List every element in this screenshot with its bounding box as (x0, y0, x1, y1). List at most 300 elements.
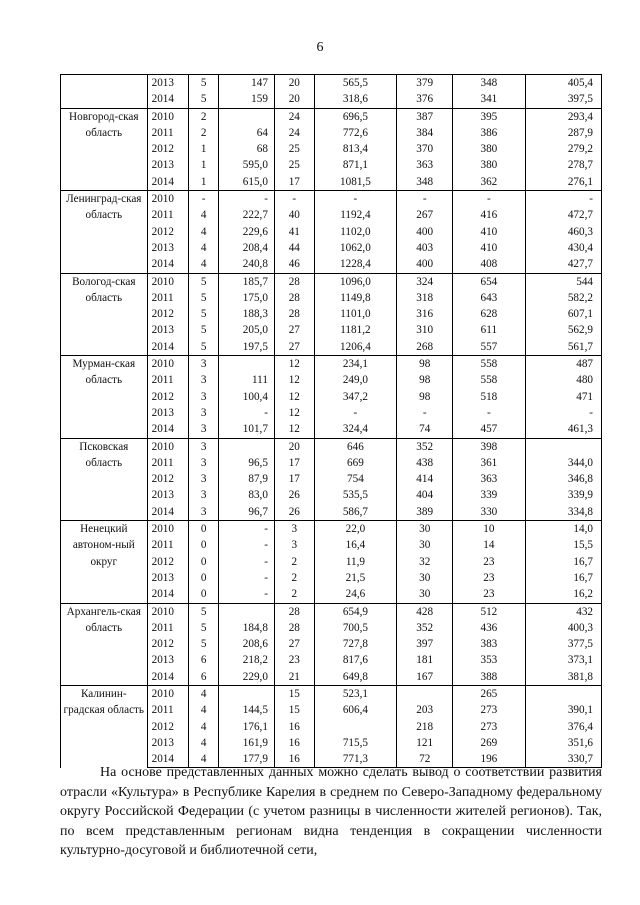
value-cell: 1228,4 (314, 256, 397, 273)
value-cell: 428 (397, 603, 453, 620)
value-cell: 606,4 (314, 702, 397, 718)
value-cell: 2 (274, 554, 314, 570)
value-cell: 26 (274, 487, 314, 503)
value-cell: 15 (274, 685, 314, 702)
value-cell: 208,4 (218, 240, 274, 256)
value-cell: 4 (189, 719, 219, 735)
value-cell: 351,6 (525, 735, 601, 751)
value-cell: 25 (274, 141, 314, 157)
year-cell: 2011 (147, 125, 189, 141)
value-cell: 12 (274, 356, 314, 373)
value-cell: 5 (189, 603, 219, 620)
year-cell: 2010 (147, 603, 189, 620)
regional-statistics-table (60, 74, 602, 768)
value-cell: 28 (274, 620, 314, 636)
value-cell: 318,6 (314, 91, 397, 108)
value-cell: 611 (453, 322, 525, 338)
table-row (61, 273, 602, 290)
value-cell: 379 (397, 75, 453, 92)
value-cell: 121 (397, 735, 453, 751)
value-cell: 0 (189, 554, 219, 570)
region-name-cell: Архангель-ская область (61, 603, 148, 685)
value-cell: 310 (397, 322, 453, 338)
value-cell: 23 (453, 570, 525, 586)
year-cell: 2014 (147, 91, 189, 108)
value-cell: 512 (453, 603, 525, 620)
value-cell: 1101,0 (314, 306, 397, 322)
value-cell: 771,3 (314, 751, 397, 768)
value-cell: 159 (218, 91, 274, 108)
value-cell: 273 (453, 702, 525, 718)
value-cell: 21,5 (314, 570, 397, 586)
value-cell: 4 (189, 256, 219, 273)
value-cell: 147 (218, 75, 274, 92)
value-cell: 3 (189, 372, 219, 388)
value-cell: 30 (397, 586, 453, 603)
value-cell: 12 (274, 389, 314, 405)
value-cell: 565,5 (314, 75, 397, 92)
value-cell: 16 (274, 735, 314, 751)
value-cell: 376 (397, 91, 453, 108)
value-cell: 3 (189, 504, 219, 521)
value-cell: 276,1 (525, 174, 601, 191)
value-cell: 278,7 (525, 157, 601, 173)
value-cell: 5 (189, 75, 219, 92)
value-cell: 1149,8 (314, 290, 397, 306)
value-cell: 3 (189, 438, 219, 455)
region-name-cell: Мурман-ская область (61, 356, 148, 438)
value-cell: 346,8 (525, 471, 601, 487)
value-cell: 813,4 (314, 141, 397, 157)
value-cell: 561,7 (525, 339, 601, 356)
value-cell: 461,3 (525, 421, 601, 438)
value-cell: 408 (453, 256, 525, 273)
year-cell: 2011 (147, 455, 189, 471)
value-cell: 696,5 (314, 108, 397, 125)
year-cell: 2010 (147, 438, 189, 455)
value-cell: 0 (189, 586, 219, 603)
value-cell: 460,3 (525, 224, 601, 240)
value-cell: 0 (189, 570, 219, 586)
value-cell (314, 719, 397, 735)
value-cell: 0 (189, 537, 219, 553)
value-cell: 3 (189, 421, 219, 438)
year-cell: 2014 (147, 586, 189, 603)
table-row (61, 438, 602, 455)
value-cell: 87,9 (218, 471, 274, 487)
value-cell: - (274, 191, 314, 208)
year-cell: 2013 (147, 487, 189, 503)
value-cell: 649,8 (314, 669, 397, 686)
value-cell: - (525, 405, 601, 421)
value-cell: 390,1 (525, 702, 601, 718)
value-cell: 348 (397, 174, 453, 191)
value-cell: 98 (397, 372, 453, 388)
value-cell: 4 (189, 240, 219, 256)
value-cell: - (525, 191, 601, 208)
value-cell: 518 (453, 389, 525, 405)
value-cell: 98 (397, 389, 453, 405)
year-cell: 2013 (147, 570, 189, 586)
value-cell: 871,1 (314, 157, 397, 173)
table-row (61, 191, 602, 208)
value-cell: 267 (397, 207, 453, 223)
value-cell: 30 (397, 537, 453, 553)
value-cell: 715,5 (314, 735, 397, 751)
value-cell: 457 (453, 421, 525, 438)
value-cell: - (218, 521, 274, 538)
value-cell: 46 (274, 256, 314, 273)
value-cell: 14 (453, 537, 525, 553)
value-cell: 344,0 (525, 455, 601, 471)
value-cell: 98 (397, 356, 453, 373)
value-cell: 44 (274, 240, 314, 256)
value-cell: 817,6 (314, 652, 397, 668)
value-cell: - (218, 586, 274, 603)
year-cell: 2012 (147, 224, 189, 240)
value-cell: 669 (314, 455, 397, 471)
value-cell: 410 (453, 224, 525, 240)
value-cell: 15,5 (525, 537, 601, 553)
value-cell: 2 (274, 570, 314, 586)
value-cell: 582,2 (525, 290, 601, 306)
value-cell: 772,6 (314, 125, 397, 141)
value-cell: 1 (189, 157, 219, 173)
value-cell: 395 (453, 108, 525, 125)
value-cell: 472,7 (525, 207, 601, 223)
value-cell: 370 (397, 141, 453, 157)
value-cell (218, 356, 274, 373)
year-cell: 2013 (147, 75, 189, 92)
value-cell: 28 (274, 290, 314, 306)
value-cell: 595,0 (218, 157, 274, 173)
year-cell: 2013 (147, 735, 189, 751)
value-cell: 269 (453, 735, 525, 751)
value-cell: 249,0 (314, 372, 397, 388)
value-cell: 352 (397, 438, 453, 455)
value-cell: 17 (274, 455, 314, 471)
value-cell: 316 (397, 306, 453, 322)
value-cell: 438 (397, 455, 453, 471)
value-cell: 727,8 (314, 636, 397, 652)
value-cell: 196 (453, 751, 525, 768)
value-cell: 535,5 (314, 487, 397, 503)
value-cell: 64 (218, 125, 274, 141)
year-cell: 2013 (147, 157, 189, 173)
value-cell: 30 (397, 570, 453, 586)
value-cell: - (189, 191, 219, 208)
year-cell: 2012 (147, 389, 189, 405)
year-cell: 2012 (147, 306, 189, 322)
value-cell: 30 (397, 521, 453, 538)
value-cell: 20 (274, 75, 314, 92)
table-row (61, 685, 602, 702)
value-cell: - (314, 405, 397, 421)
value-cell: 4 (189, 702, 219, 718)
value-cell: 363 (397, 157, 453, 173)
value-cell: - (218, 405, 274, 421)
value-cell: 339 (453, 487, 525, 503)
value-cell: 404 (397, 487, 453, 503)
year-cell: 2013 (147, 405, 189, 421)
value-cell: 1096,0 (314, 273, 397, 290)
table-row (61, 75, 602, 92)
value-cell: 339,9 (525, 487, 601, 503)
value-cell: 353 (453, 652, 525, 668)
region-name-cell (61, 75, 148, 109)
value-cell: 387 (397, 108, 453, 125)
value-cell: 23 (453, 554, 525, 570)
value-cell: 218 (397, 719, 453, 735)
year-cell: 2013 (147, 240, 189, 256)
value-cell: 24,6 (314, 586, 397, 603)
value-cell: 318 (397, 290, 453, 306)
value-cell: 1062,0 (314, 240, 397, 256)
value-cell: 68 (218, 141, 274, 157)
value-cell: 4 (189, 685, 219, 702)
region-name-cell: Калинин-градская область (61, 685, 148, 767)
year-cell: 2010 (147, 685, 189, 702)
value-cell: 330,7 (525, 751, 601, 768)
region-name-cell: Ненецкий автоном-ный округ (61, 521, 148, 603)
value-cell: 32 (397, 554, 453, 570)
value-cell: 208,6 (218, 636, 274, 652)
year-cell: 2010 (147, 521, 189, 538)
year-cell: 2013 (147, 652, 189, 668)
table-row (61, 108, 602, 125)
value-cell: 3 (189, 405, 219, 421)
value-cell: 1181,2 (314, 322, 397, 338)
value-cell: 293,4 (525, 108, 601, 125)
table-row (61, 356, 602, 373)
value-cell: 27 (274, 322, 314, 338)
value-cell: 5 (189, 620, 219, 636)
value-cell: 83,0 (218, 487, 274, 503)
value-cell: 384 (397, 125, 453, 141)
year-cell: 2012 (147, 554, 189, 570)
value-cell: 167 (397, 669, 453, 686)
value-cell: 6 (189, 652, 219, 668)
year-cell: 2014 (147, 751, 189, 768)
value-cell: 74 (397, 421, 453, 438)
value-cell: 5 (189, 91, 219, 108)
value-cell (397, 685, 453, 702)
value-cell: 185,7 (218, 273, 274, 290)
value-cell: 203 (397, 702, 453, 718)
value-cell: - (218, 554, 274, 570)
year-cell: 2012 (147, 719, 189, 735)
value-cell: 101,7 (218, 421, 274, 438)
value-cell: 2 (274, 586, 314, 603)
value-cell: 471 (525, 389, 601, 405)
value-cell: 16 (274, 751, 314, 768)
year-cell: 2010 (147, 191, 189, 208)
value-cell: 416 (453, 207, 525, 223)
value-cell: 5 (189, 306, 219, 322)
value-cell (525, 438, 601, 455)
value-cell: 273 (453, 719, 525, 735)
year-cell: 2011 (147, 620, 189, 636)
page-number: 6 (316, 40, 324, 55)
value-cell: 324,4 (314, 421, 397, 438)
value-cell: 161,9 (218, 735, 274, 751)
value-cell: 363 (453, 471, 525, 487)
value-cell: 287,9 (525, 125, 601, 141)
value-cell: 14,0 (525, 521, 601, 538)
value-cell: 27 (274, 339, 314, 356)
value-cell: 24 (274, 108, 314, 125)
value-cell: 430,4 (525, 240, 601, 256)
region-name-cell: Псковская область (61, 438, 148, 520)
value-cell: 20 (274, 91, 314, 108)
value-cell: - (314, 191, 397, 208)
value-cell: 1102,0 (314, 224, 397, 240)
value-cell: 12 (274, 405, 314, 421)
value-cell: - (453, 191, 525, 208)
value-cell: - (453, 405, 525, 421)
year-cell: 2011 (147, 537, 189, 553)
value-cell: 436 (453, 620, 525, 636)
value-cell: 23 (453, 586, 525, 603)
year-cell: 2014 (147, 669, 189, 686)
value-cell: 398 (453, 438, 525, 455)
value-cell: 26 (274, 504, 314, 521)
year-cell: 2014 (147, 504, 189, 521)
value-cell: 373,1 (525, 652, 601, 668)
value-cell: 24 (274, 125, 314, 141)
value-cell: 643 (453, 290, 525, 306)
value-cell: 377,5 (525, 636, 601, 652)
value-cell: 628 (453, 306, 525, 322)
value-cell: 268 (397, 339, 453, 356)
value-cell (218, 108, 274, 125)
value-cell (218, 685, 274, 702)
value-cell: 607,1 (525, 306, 601, 322)
value-cell: 400 (397, 256, 453, 273)
value-cell: 240,8 (218, 256, 274, 273)
year-cell: 2012 (147, 636, 189, 652)
value-cell: 754 (314, 471, 397, 487)
value-cell: 5 (189, 273, 219, 290)
region-name-cell: Ленинград-ская область (61, 191, 148, 273)
value-cell: 361 (453, 455, 525, 471)
value-cell: 6 (189, 669, 219, 686)
value-cell: 12 (274, 372, 314, 388)
value-cell: 17 (274, 174, 314, 191)
value-cell: 334,8 (525, 504, 601, 521)
value-cell: 0 (189, 521, 219, 538)
year-cell: 2013 (147, 322, 189, 338)
value-cell: 1206,4 (314, 339, 397, 356)
value-cell: - (218, 537, 274, 553)
value-cell: 222,7 (218, 207, 274, 223)
year-cell: 2014 (147, 174, 189, 191)
value-cell: 487 (525, 356, 601, 373)
value-cell: 410 (453, 240, 525, 256)
value-cell: 5 (189, 290, 219, 306)
value-cell: 1081,5 (314, 174, 397, 191)
value-cell: 654 (453, 273, 525, 290)
value-cell: 654,9 (314, 603, 397, 620)
year-cell: 2010 (147, 356, 189, 373)
value-cell: 362 (453, 174, 525, 191)
year-cell: 2011 (147, 702, 189, 718)
value-cell: 234,1 (314, 356, 397, 373)
table-row (61, 521, 602, 538)
value-cell: 100,4 (218, 389, 274, 405)
value-cell: 41 (274, 224, 314, 240)
value-cell (218, 438, 274, 455)
table-body (61, 75, 602, 768)
value-cell: 28 (274, 273, 314, 290)
value-cell: 427,7 (525, 256, 601, 273)
region-name-cell: Вологод-ская область (61, 273, 148, 355)
year-cell: 2012 (147, 471, 189, 487)
value-cell: 558 (453, 372, 525, 388)
value-cell: 381,8 (525, 669, 601, 686)
value-cell: 176,1 (218, 719, 274, 735)
value-cell: - (397, 405, 453, 421)
value-cell: 184,8 (218, 620, 274, 636)
value-cell: 562,9 (525, 322, 601, 338)
value-cell: 21 (274, 669, 314, 686)
value-cell: - (397, 191, 453, 208)
value-cell: 177,9 (218, 751, 274, 768)
value-cell: 181 (397, 652, 453, 668)
value-cell: 383 (453, 636, 525, 652)
value-cell: 3 (189, 471, 219, 487)
value-cell: 188,3 (218, 306, 274, 322)
value-cell: 28 (274, 306, 314, 322)
value-cell: 28 (274, 603, 314, 620)
value-cell: 22,0 (314, 521, 397, 538)
value-cell: 389 (397, 504, 453, 521)
value-cell: 700,5 (314, 620, 397, 636)
value-cell: 400,3 (525, 620, 601, 636)
value-cell: 279,2 (525, 141, 601, 157)
value-cell: 175,0 (218, 290, 274, 306)
value-cell: 265 (453, 685, 525, 702)
value-cell: 72 (397, 751, 453, 768)
value-cell: 380 (453, 157, 525, 173)
value-cell: 23 (274, 652, 314, 668)
value-cell: 348 (453, 75, 525, 92)
value-cell: - (218, 191, 274, 208)
value-cell (218, 603, 274, 620)
value-cell: 403 (397, 240, 453, 256)
value-cell: 20 (274, 438, 314, 455)
value-cell: 414 (397, 471, 453, 487)
value-cell: 96,5 (218, 455, 274, 471)
table-row (61, 603, 602, 620)
year-cell: 2014 (147, 421, 189, 438)
value-cell: 5 (189, 322, 219, 338)
value-cell: 205,0 (218, 322, 274, 338)
year-cell: 2011 (147, 290, 189, 306)
value-cell: 3 (274, 521, 314, 538)
value-cell: 16,2 (525, 586, 601, 603)
value-cell: 3 (189, 487, 219, 503)
value-cell: 376,4 (525, 719, 601, 735)
value-cell: 5 (189, 339, 219, 356)
value-cell: 3 (189, 356, 219, 373)
value-cell: - (218, 570, 274, 586)
value-cell: 12 (274, 421, 314, 438)
value-cell: 111 (218, 372, 274, 388)
year-cell: 2011 (147, 207, 189, 223)
value-cell: 5 (189, 636, 219, 652)
value-cell: 480 (525, 372, 601, 388)
